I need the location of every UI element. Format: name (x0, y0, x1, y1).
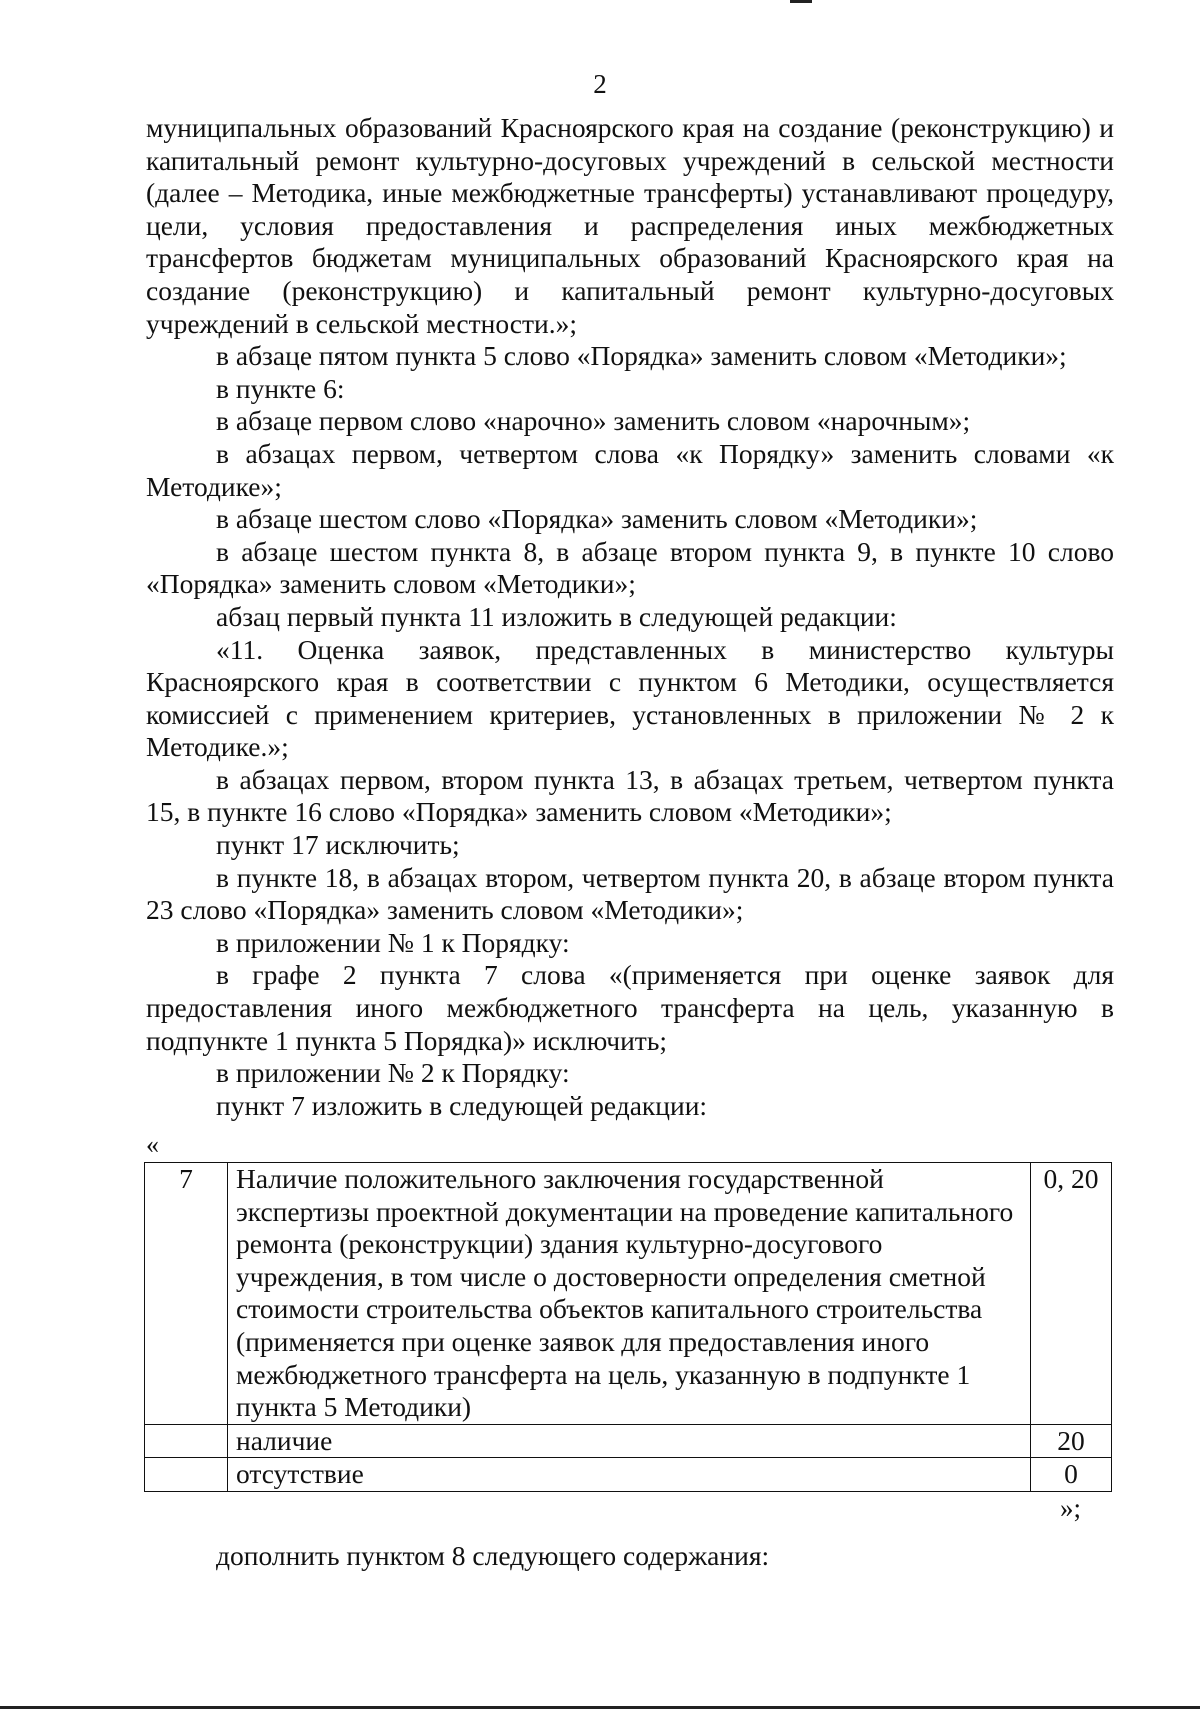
paragraph: в приложении № 1 к Порядку: (216, 926, 570, 958)
scan-border (0, 1706, 1200, 1709)
paragraph: в пункте 18, в абзацах втором, четвертом пункта 20, в абзаце втором пункта 23 слово «Порядка» заменить словом «Методики»; (146, 861, 1114, 926)
criterion-score: 0 (1031, 1458, 1112, 1492)
paragraph: пункт 17 исключить; (216, 829, 460, 861)
criterion-score: 0, 20 (1031, 1163, 1112, 1425)
paragraph: в пункте 6: (216, 372, 345, 404)
table-row (145, 1424, 1112, 1458)
paragraph: в абзаце пятом пункта 5 слово «Порядка» заменить словом «Методики»; (216, 340, 1067, 372)
paragraph: абзац первый пункта 11 изложить в следующей редакции: (216, 600, 897, 632)
scan-mark (790, 0, 812, 3)
paragraph: в абзаце шестом пункта 8, в абзаце втором пункта 9, в пункте 10 слово «Порядка» заменить словом «Методики»; (146, 535, 1114, 600)
paragraph: в графе 2 пункта 7 слова «(применяется при оценке заявок для предоставления иного межбюджетного трансферта на цель, указанную в подпункте 1 пункта 5 Порядка)» исключить; (146, 959, 1114, 1056)
criterion-number: 7 (145, 1163, 228, 1425)
table-row (145, 1458, 1112, 1492)
table-close-quote: »; (1060, 1493, 1082, 1523)
paragraph: в абзаце шестом слово «Порядка» заменить словом «Методики»; (216, 503, 978, 535)
table-row (145, 1163, 1112, 1425)
paragraph: в абзацах первом, втором пункта 13, в абзацах третьем, четвертом пункта 15, в пункте 16 слово «Порядка» заменить словом «Методики»; (146, 763, 1114, 828)
page-number: 2 (593, 69, 607, 99)
criterion-description: Наличие положительного заключения государственной экспертизы проектной документации на проведение капитального ремонта (реконструкции) здания культурно-досугового учреждения, в том числе о достоверности определения сметной стоимости строительства объектов капитального строительства (применяется при оценке заявок для предоставления иного межбюджетного трансферта на цель, указанную в подпункте 1 пункта 5 Методики) (228, 1163, 1031, 1425)
paragraph: пункт 7 изложить в следующей редакции: (216, 1089, 708, 1121)
criteria-table (144, 1162, 1112, 1492)
final-paragraph: дополнить пунктом 8 следующего содержания: (216, 1540, 770, 1571)
paragraph: муниципальных образований Красноярского края на создание (реконструкцию) и капитальный ремонт культурно-досуговых учреждений в сельской местности (далее – Методика, иные межбюджетные трансферты) устанавливают процедуру, цели, условия предоставления и распределения иных межбюджетных трансфертов бюджетам муниципальных образований Красноярского края на создание (реконструкцию) и капитальный ремонт культурно-досуговых учреждений в сельской местности.»; (146, 112, 1114, 339)
body-text (146, 112, 1114, 1122)
criterion-score: 20 (1031, 1424, 1112, 1458)
criterion-number (145, 1424, 228, 1458)
paragraph: «11. Оценка заявок, представленных в министерство культуры Красноярского края в соответствии с пунктом 6 Методики, осуществляется комиссией с применением критериев, установленных в приложении № 2 к Методике.»; (146, 633, 1114, 763)
criterion-number (145, 1458, 228, 1492)
paragraph: в приложении № 2 к Порядку: (216, 1057, 570, 1089)
criterion-description: отсутствие (228, 1458, 1031, 1492)
paragraph: в абзацах первом, четвертом слова «к Порядку» заменить словами «к Методике»; (146, 437, 1114, 502)
table-open-quote: « (146, 1130, 159, 1159)
paragraph: в абзаце первом слово «нарочно» заменить словом «нарочным»; (216, 405, 971, 437)
criterion-description: наличие (228, 1424, 1031, 1458)
